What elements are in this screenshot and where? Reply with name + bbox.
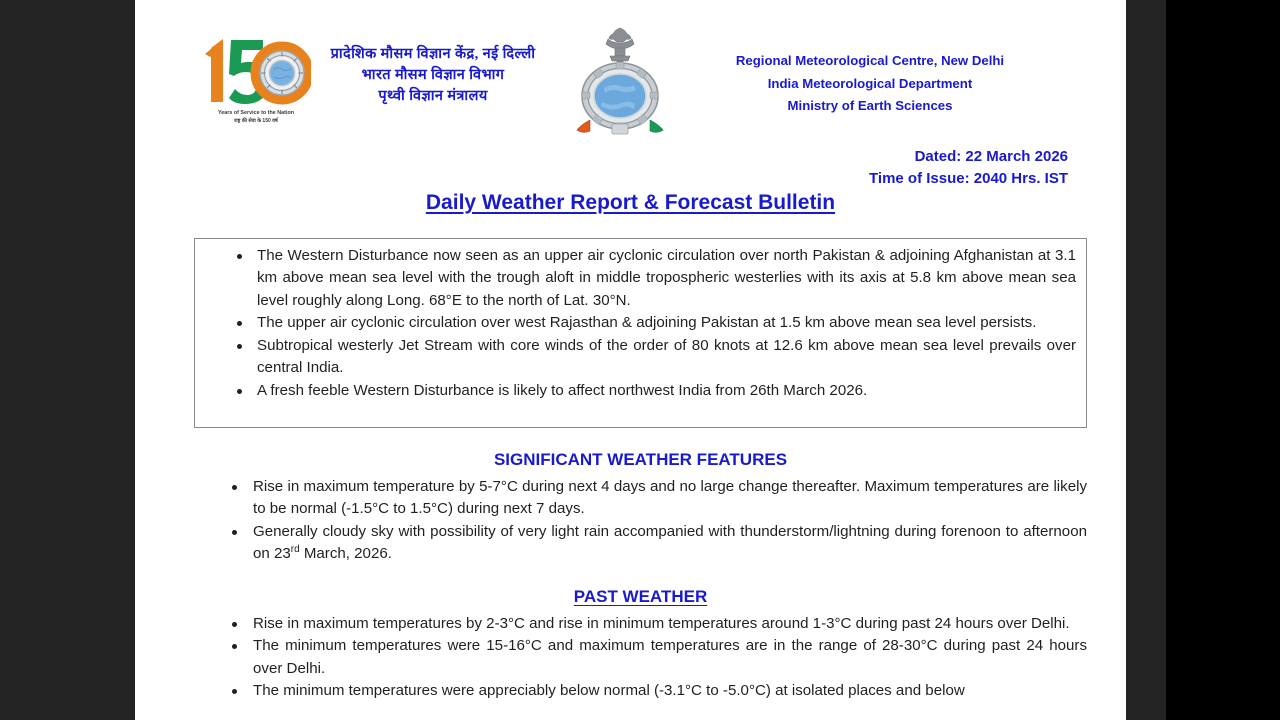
synoptic-bullet-list [195,245,1076,402]
list-item: The Western Disturbance now seen as an upper air cyclonic circulation over north Pakistan & adjoining Afghanistan at 3.1 km above mean sea level with the trough aloft in middle tropospheric westerlies with its axis at 5.8 km above mean sea level roughly along Long. 68°E to the north of Lat. 30°N. [195,245,1076,312]
svg-text:Years of Service to the Nation: Years of Service to the Nation [217,110,295,116]
significant-weather-section [194,450,1087,566]
hindi-organisation-name [303,44,563,107]
right-gutter [1126,0,1166,720]
masthead [135,22,1126,142]
list-item: A fresh feeble Western Disturbance is likely to affect northwest India from 26th March 2026. [195,380,1076,402]
list-item: Rise in maximum temperatures by 2-3°C and rise in minimum temperatures around 1-3°C during past 24 hours over Delhi. [194,613,1087,635]
list-item: Subtropical westerly Jet Stream with core winds of the order of 80 knots at 12.6 km above mean sea level prevails over central India. [195,335,1076,380]
black-background-area [1166,0,1280,720]
list-item: Rise in maximum temperature by 5-7°C during next 4 days and no large change thereafter. Maximum temperatures are likely to be normal (-1.5°C to 1.5°C) during next 7 days. [194,476,1087,521]
hindi-line-3: पृथ्वी विज्ञान मंत्रालय [378,88,488,105]
list-item [194,521,1087,566]
issue-time: Time of Issue: 2040 Hrs. IST [869,170,1068,188]
svg-text:राष्ट्र की सेवा के 150 वर्ष: राष्ट्र की सेवा के 150 वर्ष [234,118,278,124]
page-title: Daily Weather Report & Forecast Bulletin [425,191,836,214]
issue-date: Dated: 22 March 2026 [914,148,1068,165]
list-item: The upper air cyclonic circulation over west Rajasthan & adjoining Pakistan at 1.5 km above mean sea level persists. [195,312,1076,334]
synoptic-features-box [194,238,1087,428]
ordinal-suffix: rd [290,544,300,556]
list-item: The minimum temperatures were appreciably below normal (-3.1°C to -5.0°C) at isolated places and below [194,680,1087,702]
english-line-3: Ministry of Earth Sciences [787,98,953,114]
english-organisation-name [655,50,1085,118]
list-item: The minimum temperatures were 15-16°C and maximum temperatures are in the range of 28-30°C during past 24 hours over Delhi. [194,635,1087,680]
cloudy-text-pre: Generally cloudy sky with possibility of very light rain accompanied with thunderstorm/lightning during forenoon to afternoon on 23 [253,522,1087,563]
cloudy-text-post: March, 2026. [299,545,392,563]
imd-150-years-logo-icon [201,30,311,128]
english-line-1: Regional Meteorological Centre, New Delhi [735,53,1005,68]
hindi-line-1: प्रादेशिक मौसम विज्ञान केंद्र, नई दिल्ली [330,46,536,62]
left-gutter [0,0,135,720]
hindi-line-2: भारत मौसम विज्ञान विभाग [361,67,505,84]
english-line-2: India Meteorological Department [767,75,973,91]
past-weather-heading: PAST WEATHER [573,587,708,606]
issue-meta [869,146,1068,190]
india-meteorological-department-emblem-icon [574,24,666,142]
past-weather-bullet-list [194,613,1087,703]
document-page [135,0,1126,720]
significant-weather-bullet-list [194,476,1087,566]
past-weather-section [194,587,1087,703]
significant-weather-heading: SIGNIFICANT WEATHER FEATURES [493,450,788,469]
